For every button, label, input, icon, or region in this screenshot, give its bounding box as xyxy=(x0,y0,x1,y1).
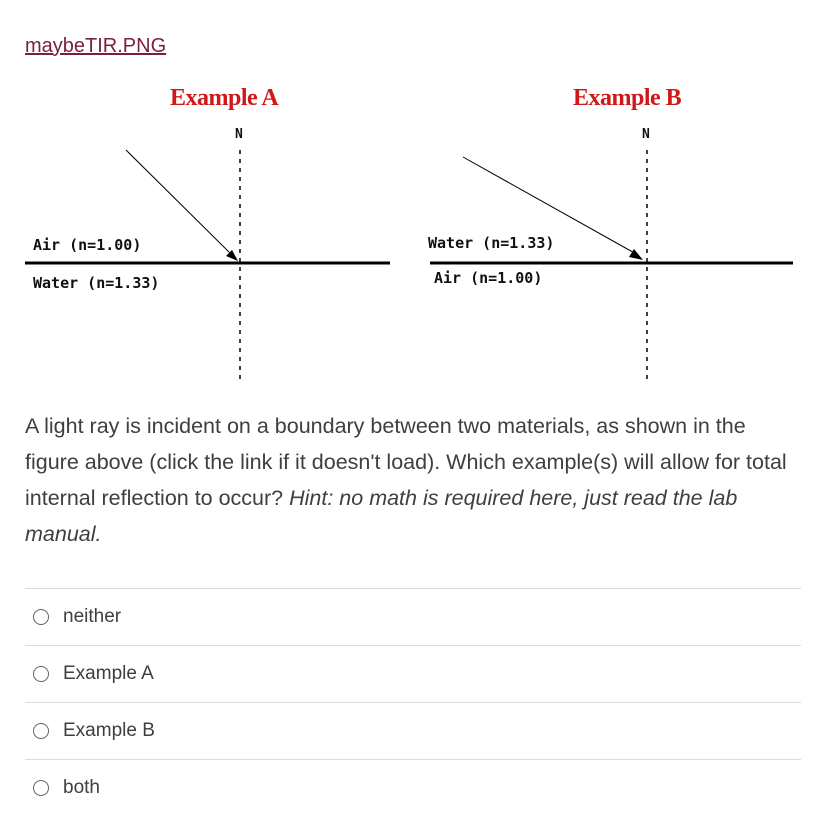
example-a-top-medium: Air (n=1.00) xyxy=(33,236,142,254)
option-both[interactable] xyxy=(25,759,801,816)
example-a-title: Example A xyxy=(170,85,279,111)
example-b-top-medium: Water (n=1.33) xyxy=(428,234,555,252)
question-body: A light ray is incident on a boundary between two materials, as shown in the figure above (click the link if it doesn't load). Which example(s) will allow for total internal reflection to occur? xyxy=(25,414,787,510)
question-hint: Hint: no math is required here, just read the lab manual. xyxy=(25,486,738,546)
radio-button-icon[interactable] xyxy=(33,780,49,796)
option-neither[interactable] xyxy=(25,588,801,645)
example-a-bottom-medium: Water (n=1.33) xyxy=(33,274,160,292)
answer-options xyxy=(25,588,801,816)
example-b-normal-label: N xyxy=(642,127,650,142)
option-example-a[interactable] xyxy=(25,645,801,702)
example-a-incident-ray xyxy=(126,150,234,257)
refraction-figure xyxy=(0,75,813,395)
example-a-normal-label: N xyxy=(235,127,243,142)
question-text xyxy=(25,408,795,552)
radio-button-icon[interactable] xyxy=(33,609,49,625)
option-example-b[interactable] xyxy=(25,702,801,759)
figure-lines xyxy=(0,75,813,395)
example-b-title: Example B xyxy=(573,85,682,111)
option-label: both xyxy=(63,777,100,798)
radio-button-icon[interactable] xyxy=(33,666,49,682)
example-b-bottom-medium: Air (n=1.00) xyxy=(434,269,543,287)
option-label: neither xyxy=(63,606,122,627)
example-a-arrowhead xyxy=(226,250,238,261)
option-label: Example B xyxy=(63,720,155,741)
attachment-link[interactable]: maybeTIR.PNG xyxy=(25,35,167,57)
option-label: Example A xyxy=(63,663,154,684)
radio-button-icon[interactable] xyxy=(33,723,49,739)
